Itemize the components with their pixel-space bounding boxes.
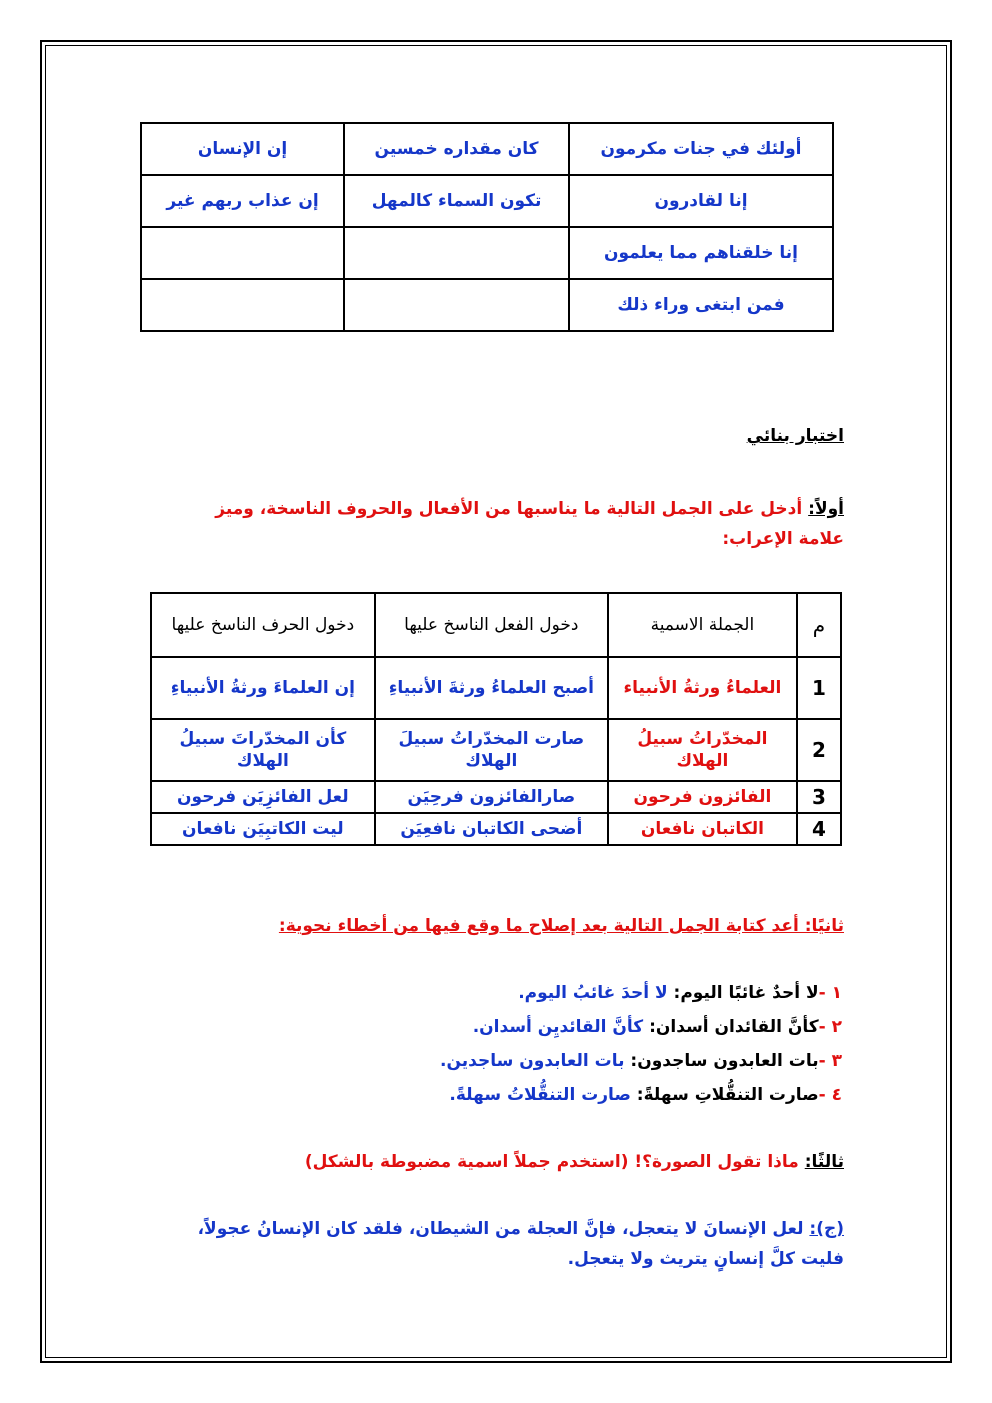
question-one	[184, 494, 844, 554]
wrong-sentence: لا أحدٌ غائبًا اليوم:	[673, 983, 819, 1003]
answer-text: لعل الإنسانَ لا يتعجل، فإنَّ العجلة من الشيطان، فلقد كان الإنسانُ عجولاً، فليت كلَّ إنسانٍ يتريث ولا يتعجل.	[197, 1219, 844, 1269]
table-cell: فمن ابتغى وراء ذلك	[569, 279, 833, 331]
item-number: ٢	[831, 1017, 842, 1037]
verb-sentence: أصبح العلماءُ ورثةَ الأنبياءِ	[375, 657, 608, 719]
answer-prefix: (ج):	[809, 1219, 844, 1239]
particle-sentence: إن العلماءَ ورثةُ الأنبياءِ	[151, 657, 375, 719]
corrections-list	[440, 976, 842, 1112]
table-cell	[344, 279, 569, 331]
header-cell: الجملة الاسمية	[608, 593, 797, 657]
corrected-sentence: صارت التنقُّلاتُ سهلةً.	[449, 1085, 631, 1105]
corrected-sentence: لا أحدَ غائبُ اليوم.	[518, 983, 668, 1003]
table-row	[141, 123, 833, 175]
item-number: ٣	[831, 1051, 842, 1071]
particle-sentence: لعل الفائزِيَن فرحون	[151, 781, 375, 813]
row-number: 3	[797, 781, 841, 813]
table-cell	[141, 279, 344, 331]
list-item: ٢ -كأنَّ القائدان أسدان: كأنَّ القائديِن أسدان.	[472, 1017, 842, 1037]
answer-paragraph	[164, 1214, 844, 1274]
corrected-sentence: بات العابدون ساجدين.	[440, 1051, 625, 1071]
table-row	[151, 719, 841, 781]
test-heading: اختبار بنائي	[746, 426, 844, 446]
table-cell: إنا لقادرون	[569, 175, 833, 227]
list-item: ٣ -بات العابدون ساجدون: بات العابدون ساجدين.	[440, 1051, 842, 1071]
header-cell: م	[797, 593, 841, 657]
table-cell: إن عذاب ربهم غير	[141, 175, 344, 227]
table-cell	[141, 227, 344, 279]
table-cell: أولئك في جنات مكرمون	[569, 123, 833, 175]
question-three	[305, 1152, 844, 1172]
table-row	[151, 781, 841, 813]
question-two: ثانيًا: أعد كتابة الجمل التالية بعد إصلاح ما وقع فيها من أخطاء نحوية:	[278, 916, 844, 936]
verses-table	[140, 122, 834, 332]
table-header-row	[151, 593, 841, 657]
verb-sentence: صارت المخدّراتُ سبيلَ الهلاك	[375, 719, 608, 781]
item-number: ١	[831, 983, 842, 1003]
table-cell	[344, 227, 569, 279]
item-number: ٤	[831, 1085, 842, 1105]
particle-sentence: ليت الكاتبِيَن نافعان	[151, 813, 375, 845]
nominal-sentence: المخدّراتُ سبيلُ الهلاك	[608, 719, 797, 781]
header-cell: دخول الفعل الناسخ عليها	[375, 593, 608, 657]
table-row	[151, 813, 841, 845]
list-item: ٤ -صارت التنقُّلاتِ سهلةً: صارت التنقُّلاتُ سهلةً.	[449, 1085, 842, 1105]
table-cell: كان مقداره خمسين	[344, 123, 569, 175]
table-row	[151, 657, 841, 719]
row-number: 4	[797, 813, 841, 845]
wrong-sentence: بات العابدون ساجدون:	[630, 1051, 819, 1071]
verb-sentence: صارالفائزون فرحِيَن	[375, 781, 608, 813]
question-three-text: ماذا تقول الصورة؟! (استخدم جملاً اسمية مضبوطة بالشكل)	[304, 1152, 799, 1172]
nominal-sentence: العلماءُ ورثةُ الأنبياء	[608, 657, 797, 719]
nominal-sentences-table	[150, 592, 842, 846]
row-number: 2	[797, 719, 841, 781]
table-row	[141, 227, 833, 279]
table-cell: تكون السماء كالمهل	[344, 175, 569, 227]
corrected-sentence: كأنَّ القائديِن أسدان.	[472, 1017, 644, 1037]
wrong-sentence: كأنَّ القائدان أسدان:	[649, 1017, 819, 1037]
nominal-sentence: الفائزون فرحون	[608, 781, 797, 813]
particle-sentence: كأن المخدّراتَ سبيلُ الهلاك	[151, 719, 375, 781]
table-row	[141, 175, 833, 227]
list-item: ١ -لا أحدٌ غائبًا اليوم: لا أحدَ غائبُ اليوم.	[518, 983, 842, 1003]
question-three-prefix: ثالثًا:	[804, 1152, 844, 1172]
row-number: 1	[797, 657, 841, 719]
nominal-sentence: الكاتبان نافعان	[608, 813, 797, 845]
question-one-prefix: أولاً:	[808, 499, 844, 519]
wrong-sentence: صارت التنقُّلاتِ سهلةً:	[636, 1085, 819, 1105]
verb-sentence: أضحى الكاتبان نافعِيَن	[375, 813, 608, 845]
table-cell: إنا خلقناهم مما يعلمون	[569, 227, 833, 279]
question-one-text: أدخل على الجمل التالية ما يناسبها من الأفعال والحروف الناسخة، وميز علامة الإعراب:	[215, 499, 844, 549]
header-cell: دخول الحرف الناسخ عليها	[151, 593, 375, 657]
table-row	[141, 279, 833, 331]
table-cell: إن الإنسان	[141, 123, 344, 175]
